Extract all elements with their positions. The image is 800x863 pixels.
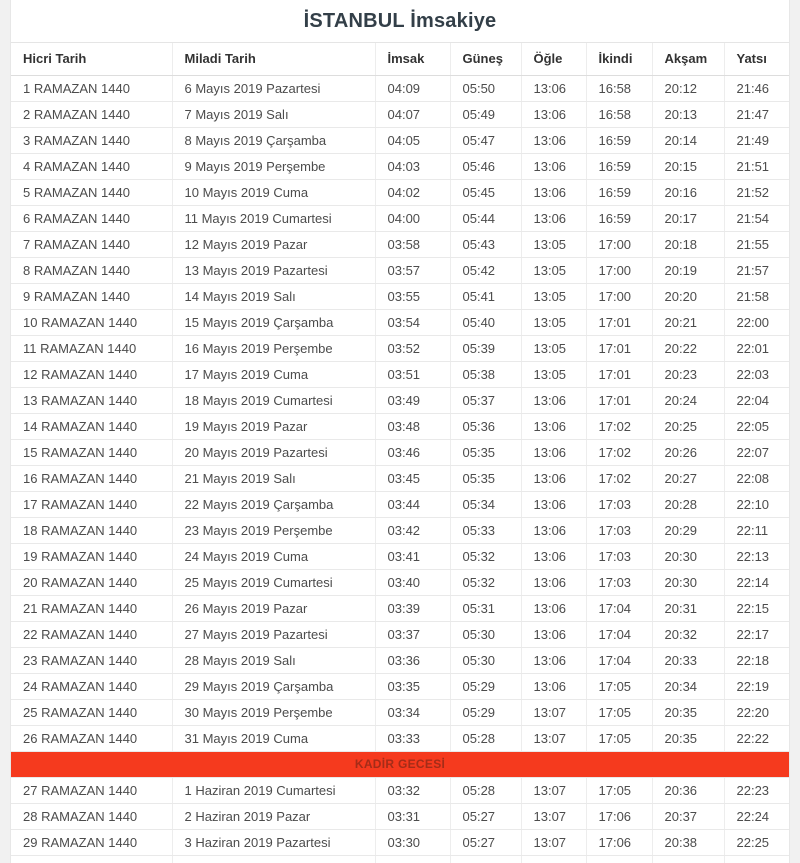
cell-miladi: 26 Mayıs 2019 Pazar — [172, 595, 375, 621]
cell-aksam: 20:25 — [652, 413, 724, 439]
table-row — [11, 257, 789, 283]
cell-hicri: 11 RAMAZAN 1440 — [11, 335, 172, 361]
cell-imsak: 03:57 — [375, 257, 450, 283]
cell-yatsi: 22:13 — [724, 543, 789, 569]
cell-ogle: 13:06 — [521, 543, 586, 569]
cell-ikindi: 17:04 — [586, 595, 652, 621]
cell-ogle: 13:06 — [521, 595, 586, 621]
cell-hicri: 9 RAMAZAN 1440 — [11, 283, 172, 309]
cell-miladi: 3 Haziran 2019 Pazartesi — [172, 829, 375, 855]
cell-aksam: 20:13 — [652, 101, 724, 127]
cell-imsak: 03:42 — [375, 517, 450, 543]
cell-gunes: 05:39 — [450, 335, 521, 361]
table-row — [11, 517, 789, 543]
cell-aksam: 20:35 — [652, 725, 724, 751]
cell-gunes: 05:30 — [450, 621, 521, 647]
cell-miladi: 31 Mayıs 2019 Cuma — [172, 725, 375, 751]
cell-ikindi: 17:03 — [586, 491, 652, 517]
cell-miladi: 16 Mayıs 2019 Perşembe — [172, 335, 375, 361]
cell-ikindi: 16:59 — [586, 153, 652, 179]
cell-ogle: 13:07 — [521, 829, 586, 855]
cell-aksam: 20:33 — [652, 647, 724, 673]
cell-gunes: 05:37 — [450, 387, 521, 413]
cell-miladi: 19 Mayıs 2019 Pazar — [172, 413, 375, 439]
cell-gunes: 05:27 — [450, 803, 521, 829]
partial-empty-row — [11, 855, 789, 863]
cell-ogle: 13:05 — [521, 257, 586, 283]
cell-hicri: 7 RAMAZAN 1440 — [11, 231, 172, 257]
cell-hicri: 17 RAMAZAN 1440 — [11, 491, 172, 517]
cell-ogle: 13:07 — [521, 803, 586, 829]
table-row — [11, 829, 789, 855]
cell-ikindi: 17:04 — [586, 621, 652, 647]
cell-gunes: 05:49 — [450, 101, 521, 127]
cell-gunes: 05:29 — [450, 699, 521, 725]
empty-cell — [652, 855, 724, 863]
cell-yatsi: 22:18 — [724, 647, 789, 673]
cell-aksam: 20:18 — [652, 231, 724, 257]
cell-miladi: 30 Mayıs 2019 Perşembe — [172, 699, 375, 725]
cell-ikindi: 17:03 — [586, 517, 652, 543]
cell-aksam: 20:12 — [652, 75, 724, 101]
cell-yatsi: 22:01 — [724, 335, 789, 361]
cell-ikindi: 17:03 — [586, 543, 652, 569]
cell-gunes: 05:31 — [450, 595, 521, 621]
cell-ikindi: 17:01 — [586, 335, 652, 361]
cell-hicri: 29 RAMAZAN 1440 — [11, 829, 172, 855]
cell-hicri: 14 RAMAZAN 1440 — [11, 413, 172, 439]
empty-cell — [450, 855, 521, 863]
cell-aksam: 20:30 — [652, 569, 724, 595]
table-row — [11, 101, 789, 127]
cell-miladi: 10 Mayıs 2019 Cuma — [172, 179, 375, 205]
imsakiye-card — [10, 0, 790, 863]
cell-hicri: 28 RAMAZAN 1440 — [11, 803, 172, 829]
cell-ogle: 13:07 — [521, 699, 586, 725]
cell-ikindi: 17:00 — [586, 283, 652, 309]
table-row — [11, 413, 789, 439]
cell-hicri: 18 RAMAZAN 1440 — [11, 517, 172, 543]
cell-yatsi: 21:49 — [724, 127, 789, 153]
cell-miladi: 1 Haziran 2019 Cumartesi — [172, 777, 375, 803]
cell-imsak: 04:05 — [375, 127, 450, 153]
table-row — [11, 491, 789, 517]
cell-gunes: 05:34 — [450, 491, 521, 517]
cell-aksam: 20:30 — [652, 543, 724, 569]
cell-ikindi: 17:01 — [586, 387, 652, 413]
cell-yatsi: 22:19 — [724, 673, 789, 699]
cell-ikindi: 17:01 — [586, 309, 652, 335]
cell-ogle: 13:06 — [521, 439, 586, 465]
cell-gunes: 05:32 — [450, 569, 521, 595]
cell-gunes: 05:41 — [450, 283, 521, 309]
kadir-gecesi-label: KADİR GECESİ — [11, 751, 789, 777]
cell-miladi: 13 Mayıs 2019 Pazartesi — [172, 257, 375, 283]
cell-ikindi: 16:58 — [586, 101, 652, 127]
cell-aksam: 20:16 — [652, 179, 724, 205]
cell-ikindi: 17:00 — [586, 257, 652, 283]
table-row — [11, 309, 789, 335]
empty-cell — [521, 855, 586, 863]
cell-yatsi: 22:08 — [724, 465, 789, 491]
cell-hicri: 4 RAMAZAN 1440 — [11, 153, 172, 179]
cell-imsak: 03:51 — [375, 361, 450, 387]
cell-aksam: 20:26 — [652, 439, 724, 465]
cell-miladi: 6 Mayıs 2019 Pazartesi — [172, 75, 375, 101]
cell-yatsi: 22:14 — [724, 569, 789, 595]
table-row — [11, 673, 789, 699]
cell-aksam: 20:23 — [652, 361, 724, 387]
cell-ogle: 13:05 — [521, 335, 586, 361]
cell-gunes: 05:35 — [450, 439, 521, 465]
cell-miladi: 27 Mayıs 2019 Pazartesi — [172, 621, 375, 647]
empty-cell — [586, 855, 652, 863]
cell-gunes: 05:29 — [450, 673, 521, 699]
cell-miladi: 25 Mayıs 2019 Cumartesi — [172, 569, 375, 595]
cell-ogle: 13:06 — [521, 491, 586, 517]
cell-gunes: 05:36 — [450, 413, 521, 439]
table-row — [11, 283, 789, 309]
cell-aksam: 20:19 — [652, 257, 724, 283]
cell-yatsi: 22:22 — [724, 725, 789, 751]
cell-aksam: 20:31 — [652, 595, 724, 621]
table-row — [11, 543, 789, 569]
empty-cell — [172, 855, 375, 863]
cell-aksam: 20:32 — [652, 621, 724, 647]
cell-aksam: 20:15 — [652, 153, 724, 179]
cell-yatsi: 22:23 — [724, 777, 789, 803]
cell-hicri: 26 RAMAZAN 1440 — [11, 725, 172, 751]
cell-yatsi: 22:17 — [724, 621, 789, 647]
cell-ogle: 13:05 — [521, 361, 586, 387]
cell-aksam: 20:37 — [652, 803, 724, 829]
cell-aksam: 20:20 — [652, 283, 724, 309]
cell-ogle: 13:06 — [521, 101, 586, 127]
cell-gunes: 05:42 — [450, 257, 521, 283]
cell-yatsi: 22:15 — [724, 595, 789, 621]
cell-miladi: 18 Mayıs 2019 Cumartesi — [172, 387, 375, 413]
cell-miladi: 21 Mayıs 2019 Salı — [172, 465, 375, 491]
cell-ogle: 13:06 — [521, 413, 586, 439]
cell-ogle: 13:06 — [521, 673, 586, 699]
column-header-ikindi: İkindi — [586, 43, 652, 75]
cell-hicri: 1 RAMAZAN 1440 — [11, 75, 172, 101]
cell-miladi: 15 Mayıs 2019 Çarşamba — [172, 309, 375, 335]
cell-gunes: 05:38 — [450, 361, 521, 387]
cell-ogle: 13:06 — [521, 127, 586, 153]
cell-ikindi: 17:01 — [586, 361, 652, 387]
cell-ikindi: 17:02 — [586, 413, 652, 439]
cell-gunes: 05:43 — [450, 231, 521, 257]
cell-imsak: 03:39 — [375, 595, 450, 621]
cell-ikindi: 16:59 — [586, 179, 652, 205]
cell-hicri: 24 RAMAZAN 1440 — [11, 673, 172, 699]
cell-imsak: 04:09 — [375, 75, 450, 101]
cell-ogle: 13:05 — [521, 309, 586, 335]
table-row — [11, 361, 789, 387]
cell-ogle: 13:05 — [521, 283, 586, 309]
cell-imsak: 04:07 — [375, 101, 450, 127]
cell-ikindi: 17:02 — [586, 439, 652, 465]
cell-miladi: 28 Mayıs 2019 Salı — [172, 647, 375, 673]
page-title: İSTANBUL İmsakiye — [303, 9, 497, 32]
cell-ogle: 13:06 — [521, 465, 586, 491]
cell-ogle: 13:07 — [521, 777, 586, 803]
cell-hicri: 27 RAMAZAN 1440 — [11, 777, 172, 803]
cell-aksam: 20:29 — [652, 517, 724, 543]
prayer-times-table — [11, 43, 789, 863]
cell-aksam: 20:34 — [652, 673, 724, 699]
table-row — [11, 387, 789, 413]
cell-gunes: 05:47 — [450, 127, 521, 153]
table-row — [11, 621, 789, 647]
cell-yatsi: 22:24 — [724, 803, 789, 829]
cell-aksam: 20:35 — [652, 699, 724, 725]
table-row — [11, 153, 789, 179]
cell-yatsi: 21:51 — [724, 153, 789, 179]
table-row — [11, 75, 789, 101]
column-header-miladi: Miladi Tarih — [172, 43, 375, 75]
cell-yatsi: 21:55 — [724, 231, 789, 257]
cell-imsak: 03:41 — [375, 543, 450, 569]
cell-ogle: 13:06 — [521, 179, 586, 205]
cell-hicri: 13 RAMAZAN 1440 — [11, 387, 172, 413]
cell-ogle: 13:06 — [521, 75, 586, 101]
table-row — [11, 595, 789, 621]
cell-imsak: 03:58 — [375, 231, 450, 257]
cell-ogle: 13:06 — [521, 205, 586, 231]
cell-ikindi: 17:05 — [586, 777, 652, 803]
table-row — [11, 465, 789, 491]
cell-yatsi: 22:10 — [724, 491, 789, 517]
cell-ogle: 13:05 — [521, 231, 586, 257]
cell-hicri: 19 RAMAZAN 1440 — [11, 543, 172, 569]
cell-imsak: 04:02 — [375, 179, 450, 205]
column-header-yatsi: Yatsı — [724, 43, 789, 75]
column-header-gunes: Güneş — [450, 43, 521, 75]
cell-gunes: 05:50 — [450, 75, 521, 101]
cell-ikindi: 17:06 — [586, 829, 652, 855]
table-row — [11, 647, 789, 673]
cell-imsak: 04:03 — [375, 153, 450, 179]
cell-imsak: 03:49 — [375, 387, 450, 413]
table-row — [11, 127, 789, 153]
cell-aksam: 20:17 — [652, 205, 724, 231]
cell-miladi: 20 Mayıs 2019 Pazartesi — [172, 439, 375, 465]
empty-cell — [375, 855, 450, 863]
cell-ikindi: 16:58 — [586, 75, 652, 101]
table-row — [11, 439, 789, 465]
cell-imsak: 03:45 — [375, 465, 450, 491]
cell-miladi: 17 Mayıs 2019 Cuma — [172, 361, 375, 387]
column-header-imsak: İmsak — [375, 43, 450, 75]
table-row — [11, 335, 789, 361]
cell-ikindi: 17:04 — [586, 647, 652, 673]
cell-ogle: 13:07 — [521, 725, 586, 751]
cell-gunes: 05:35 — [450, 465, 521, 491]
cell-aksam: 20:28 — [652, 491, 724, 517]
cell-imsak: 03:46 — [375, 439, 450, 465]
cell-gunes: 05:44 — [450, 205, 521, 231]
cell-imsak: 03:48 — [375, 413, 450, 439]
cell-aksam: 20:21 — [652, 309, 724, 335]
cell-imsak: 03:35 — [375, 673, 450, 699]
cell-hicri: 23 RAMAZAN 1440 — [11, 647, 172, 673]
cell-yatsi: 21:47 — [724, 101, 789, 127]
cell-hicri: 10 RAMAZAN 1440 — [11, 309, 172, 335]
cell-aksam: 20:38 — [652, 829, 724, 855]
empty-cell — [724, 855, 789, 863]
cell-miladi: 22 Mayıs 2019 Çarşamba — [172, 491, 375, 517]
cell-aksam: 20:27 — [652, 465, 724, 491]
cell-yatsi: 22:07 — [724, 439, 789, 465]
cell-gunes: 05:45 — [450, 179, 521, 205]
cell-imsak: 03:31 — [375, 803, 450, 829]
cell-imsak: 03:54 — [375, 309, 450, 335]
column-header-hicri: Hicri Tarih — [11, 43, 172, 75]
cell-yatsi: 21:52 — [724, 179, 789, 205]
cell-yatsi: 21:54 — [724, 205, 789, 231]
table-row — [11, 231, 789, 257]
cell-ikindi: 17:05 — [586, 725, 652, 751]
column-header-ogle: Öğle — [521, 43, 586, 75]
cell-gunes: 05:32 — [450, 543, 521, 569]
cell-imsak: 03:32 — [375, 777, 450, 803]
kadir-gecesi-banner — [11, 751, 789, 777]
cell-hicri: 2 RAMAZAN 1440 — [11, 101, 172, 127]
cell-gunes: 05:46 — [450, 153, 521, 179]
cell-miladi: 8 Mayıs 2019 Çarşamba — [172, 127, 375, 153]
cell-miladi: 12 Mayıs 2019 Pazar — [172, 231, 375, 257]
cell-aksam: 20:36 — [652, 777, 724, 803]
cell-yatsi: 22:05 — [724, 413, 789, 439]
cell-gunes: 05:30 — [450, 647, 521, 673]
cell-ogle: 13:06 — [521, 569, 586, 595]
cell-hicri: 12 RAMAZAN 1440 — [11, 361, 172, 387]
cell-hicri: 21 RAMAZAN 1440 — [11, 595, 172, 621]
cell-yatsi: 22:00 — [724, 309, 789, 335]
cell-hicri: 16 RAMAZAN 1440 — [11, 465, 172, 491]
cell-yatsi: 21:57 — [724, 257, 789, 283]
cell-hicri: 5 RAMAZAN 1440 — [11, 179, 172, 205]
cell-ikindi: 17:06 — [586, 803, 652, 829]
cell-ikindi: 17:00 — [586, 231, 652, 257]
cell-ikindi: 17:05 — [586, 699, 652, 725]
table-row — [11, 569, 789, 595]
cell-gunes: 05:33 — [450, 517, 521, 543]
cell-imsak: 03:34 — [375, 699, 450, 725]
cell-miladi: 23 Mayıs 2019 Perşembe — [172, 517, 375, 543]
cell-hicri: 22 RAMAZAN 1440 — [11, 621, 172, 647]
cell-miladi: 11 Mayıs 2019 Cumartesi — [172, 205, 375, 231]
cell-ikindi: 17:02 — [586, 465, 652, 491]
table-row — [11, 205, 789, 231]
cell-imsak: 03:52 — [375, 335, 450, 361]
cell-imsak: 03:33 — [375, 725, 450, 751]
cell-gunes: 05:28 — [450, 777, 521, 803]
cell-imsak: 04:00 — [375, 205, 450, 231]
cell-miladi: 7 Mayıs 2019 Salı — [172, 101, 375, 127]
cell-hicri: 6 RAMAZAN 1440 — [11, 205, 172, 231]
cell-imsak: 03:36 — [375, 647, 450, 673]
cell-miladi: 2 Haziran 2019 Pazar — [172, 803, 375, 829]
cell-ogle: 13:06 — [521, 517, 586, 543]
header-row — [11, 43, 789, 75]
cell-imsak: 03:30 — [375, 829, 450, 855]
cell-imsak: 03:40 — [375, 569, 450, 595]
cell-yatsi: 22:03 — [724, 361, 789, 387]
cell-ogle: 13:06 — [521, 621, 586, 647]
cell-imsak: 03:44 — [375, 491, 450, 517]
cell-aksam: 20:22 — [652, 335, 724, 361]
cell-gunes: 05:40 — [450, 309, 521, 335]
table-row — [11, 803, 789, 829]
table-row — [11, 179, 789, 205]
cell-aksam: 20:24 — [652, 387, 724, 413]
cell-hicri: 25 RAMAZAN 1440 — [11, 699, 172, 725]
cell-yatsi: 22:20 — [724, 699, 789, 725]
cell-yatsi: 21:58 — [724, 283, 789, 309]
cell-gunes: 05:27 — [450, 829, 521, 855]
cell-ikindi: 16:59 — [586, 127, 652, 153]
table-row — [11, 725, 789, 751]
cell-yatsi: 21:46 — [724, 75, 789, 101]
cell-hicri: 3 RAMAZAN 1440 — [11, 127, 172, 153]
cell-ikindi: 16:59 — [586, 205, 652, 231]
column-header-aksam: Akşam — [652, 43, 724, 75]
cell-hicri: 20 RAMAZAN 1440 — [11, 569, 172, 595]
table-row — [11, 699, 789, 725]
cell-ikindi: 17:05 — [586, 673, 652, 699]
cell-hicri: 15 RAMAZAN 1440 — [11, 439, 172, 465]
cell-miladi: 24 Mayıs 2019 Cuma — [172, 543, 375, 569]
cell-miladi: 29 Mayıs 2019 Çarşamba — [172, 673, 375, 699]
cell-yatsi: 22:04 — [724, 387, 789, 413]
cell-ogle: 13:06 — [521, 153, 586, 179]
cell-miladi: 14 Mayıs 2019 Salı — [172, 283, 375, 309]
cell-ogle: 13:06 — [521, 647, 586, 673]
cell-ogle: 13:06 — [521, 387, 586, 413]
cell-imsak: 03:55 — [375, 283, 450, 309]
table-row — [11, 777, 789, 803]
cell-ikindi: 17:03 — [586, 569, 652, 595]
cell-aksam: 20:14 — [652, 127, 724, 153]
cell-yatsi: 22:25 — [724, 829, 789, 855]
cell-gunes: 05:28 — [450, 725, 521, 751]
cell-yatsi: 22:11 — [724, 517, 789, 543]
cell-imsak: 03:37 — [375, 621, 450, 647]
cell-miladi: 9 Mayıs 2019 Perşembe — [172, 153, 375, 179]
empty-cell — [11, 855, 172, 863]
title-bar — [11, 0, 789, 43]
cell-hicri: 8 RAMAZAN 1440 — [11, 257, 172, 283]
